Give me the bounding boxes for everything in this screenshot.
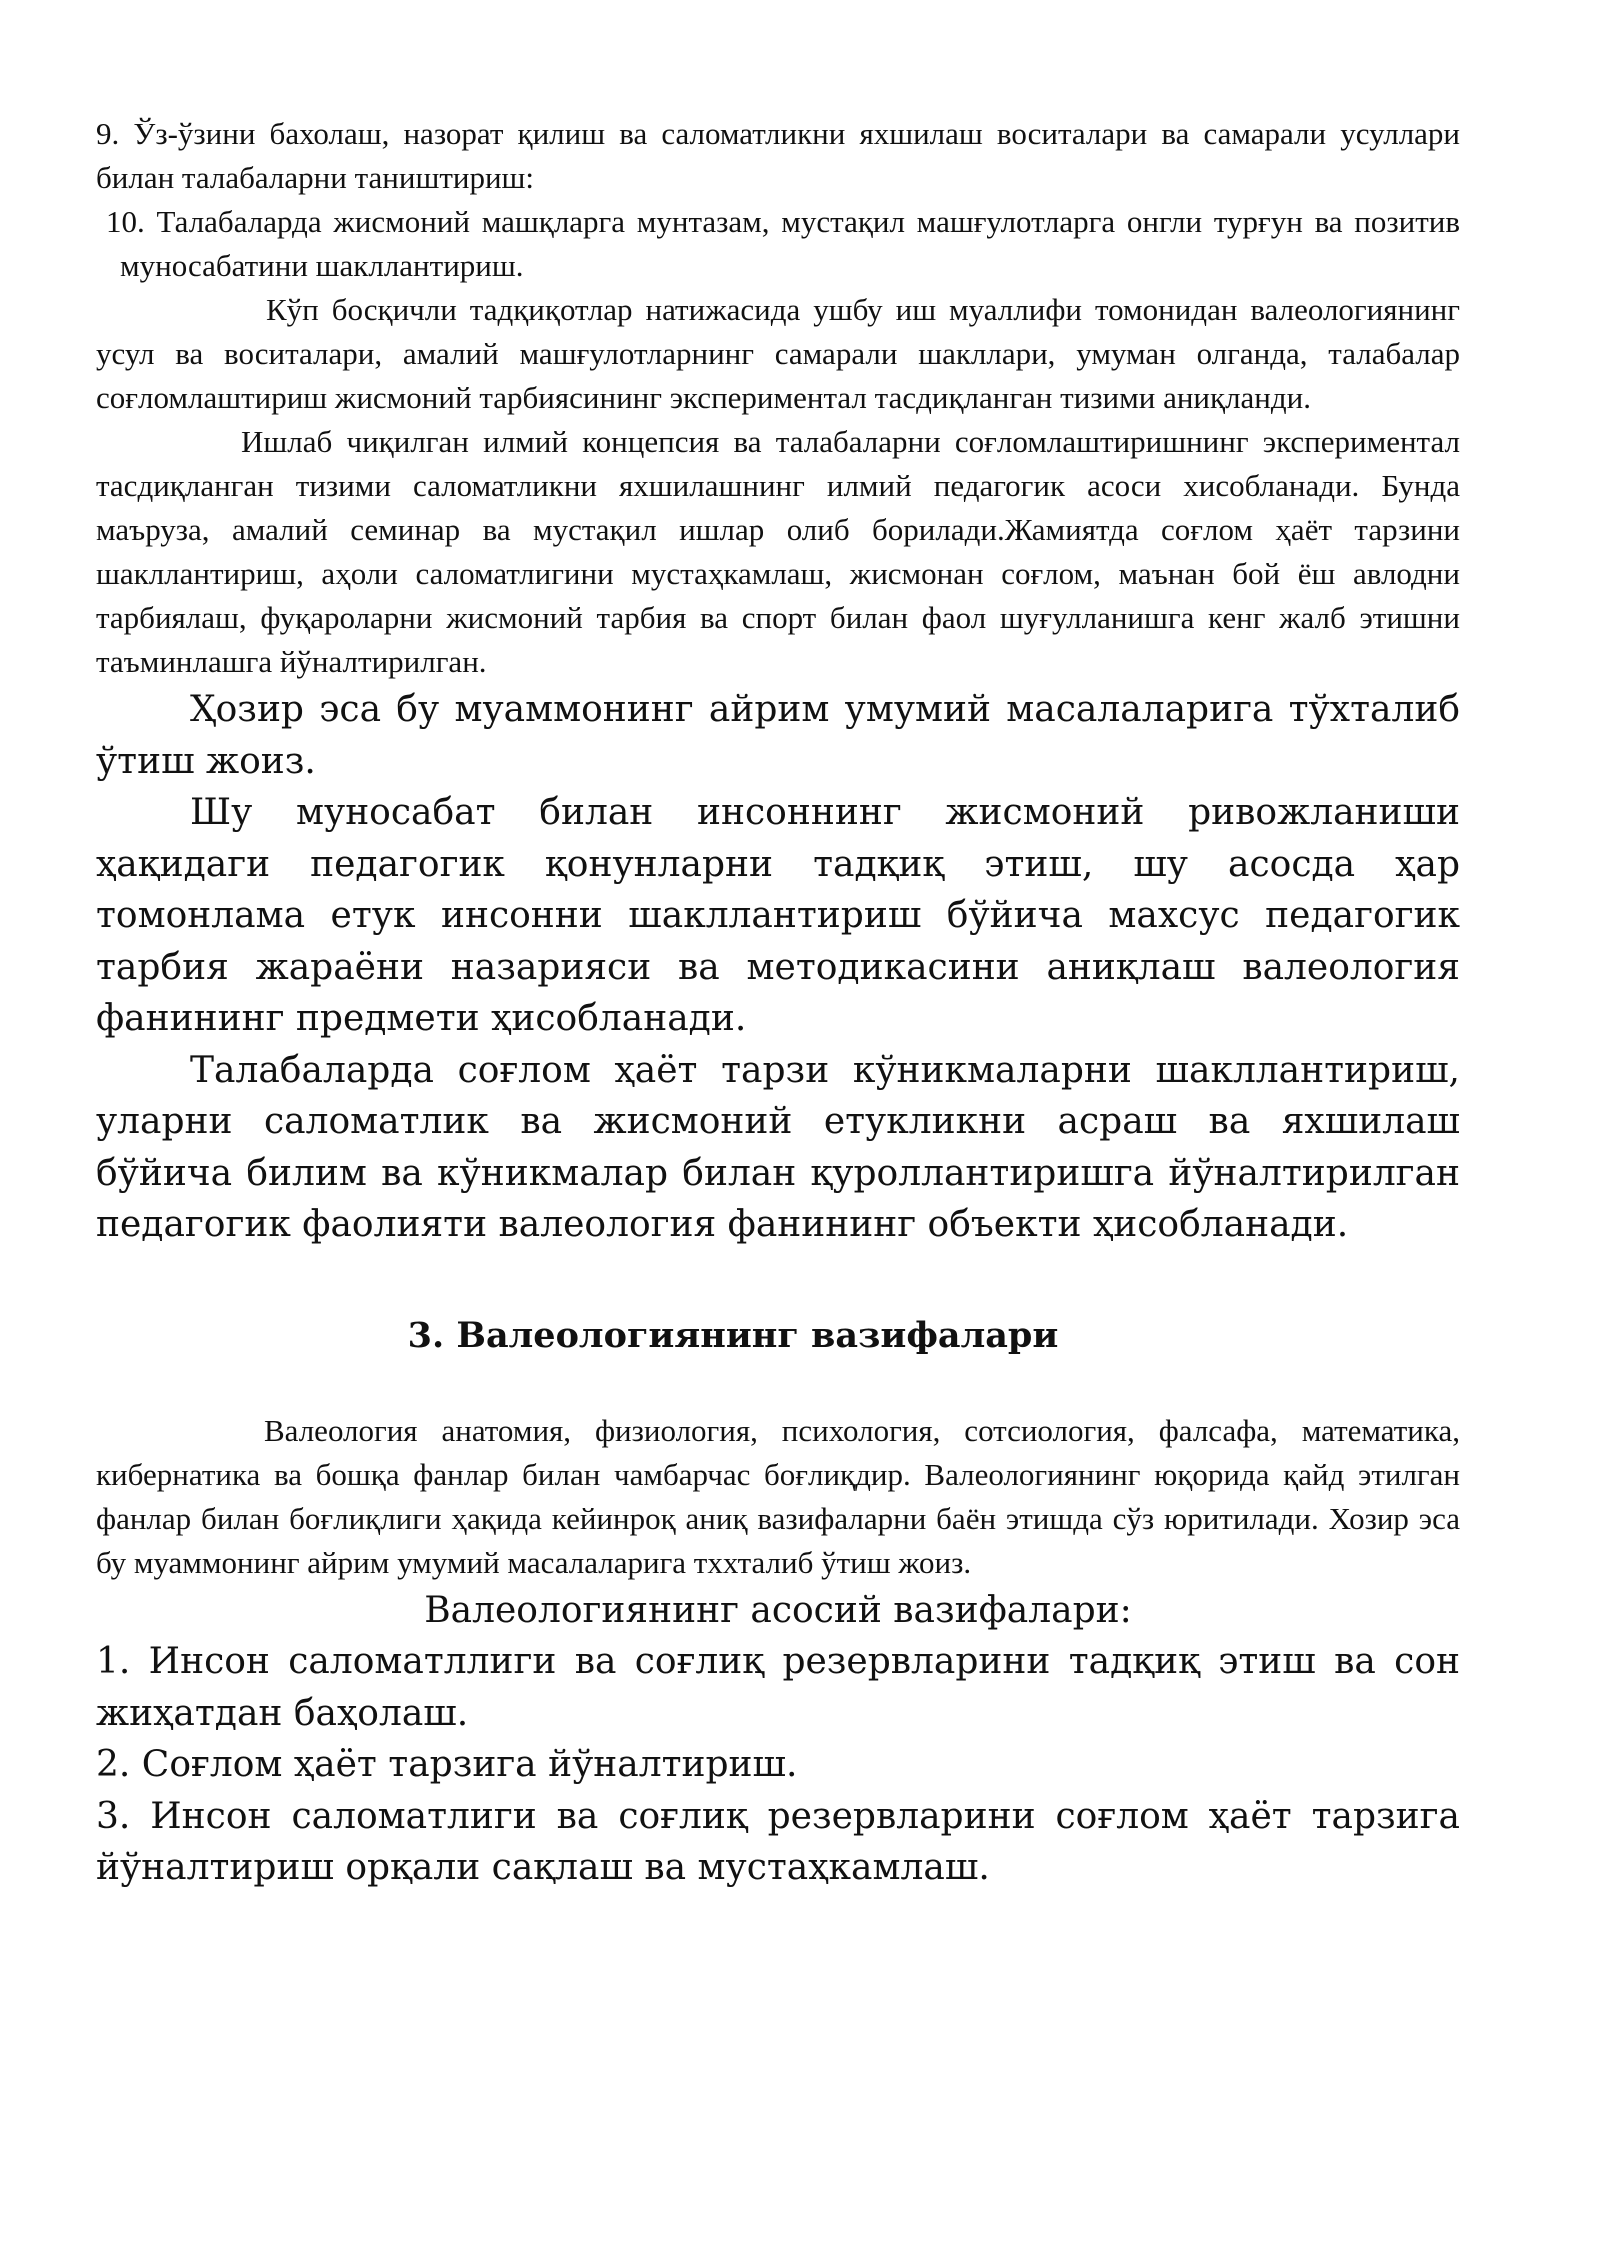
list-item-9-body: Ўз-ўзини бахолаш, назорат қилиш ва саломатликни яхшилаш воситалари ва самарали усуллари билан талабаларни таништириш:: [96, 116, 1461, 195]
task-item-3: 3. Инсон саломатлиги ва соғлиқ резервларини соғлом ҳаёт тарзига йўналтириш орқали сақлаш ва мустаҳкамлаш.: [96, 1795, 1460, 1888]
paragraph-3: Ҳозир эса бу муаммонинг айрим умумий масалаларига тўхталиб ўтиш жоиз.: [96, 689, 1460, 782]
section-heading: 3. Валеологиянинг вазифалари: [407, 1314, 1059, 1356]
task-item-2: 2. Соғлом ҳаёт тарзига йўналтириш.: [96, 1744, 798, 1785]
paragraph-5: Талабаларда соғлом ҳаёт тарзи кўникмаларни шакллантириш, уларни саломатлик ва жисмоний етукликни асраш ва яхшилаш бўйича билим ва кўникмалар билан қуроллантиришга йўналтирилган педагогик фаолияти валеология фанининг объекти ҳисобланади.: [96, 1049, 1460, 1245]
tasks-title: Валеологиянинг асосий вазифалари:: [424, 1589, 1132, 1631]
page-content: [96, 112, 1460, 1894]
list-item-9: [96, 112, 1460, 200]
list-item-10-text: [106, 200, 1460, 288]
list-item-10-number: 10.: [106, 204, 145, 239]
paragraph-4: Шу муносабат билан инсоннинг жисмоний ривожланиши ҳақидаги педагогик қонунларни тадқиқ этиш, шу асосда ҳар томонлама етук инсонни шакллантириш бўйича махсус педагогик тарбия жараёни назарияси ва методикасини аниқлаш валеология фанининг предмети ҳисобланади.: [96, 792, 1460, 1039]
task-item-1: 1. Инсон саломатллиги ва соғлиқ резервларини тадқиқ этиш ва сон жиҳатдан баҳолаш.: [96, 1641, 1460, 1734]
paragraph-2: Ишлаб чиқилган илмий концепсия ва талабаларни соғломлаштиришнинг экспериментал тасдиқланган тизими саломатликни яхшилашнинг илмий педагогик асоси хисобланади. Бунда маъруза, амалий семинар ва мустақил ишлар олиб борилади.Жамиятда соғлом ҳаёт тарзини шакллантириш, аҳоли саломатлигини мустаҳкамлаш, жисмонан соғлом, маънан бой ёш авлодни тарбиялаш, фуқароларни жисмоний тарбия ва спорт билан фаол шуғулланишга кенг жалб этишни таъминлашга йўналтирилган.: [96, 424, 1460, 679]
paragraph-6: Валеология анатомия, физиология, психология, сотсиология, фалсафа, математика, кибернатика ва бошқа фанлар билан чамбарчас боғлиқдир. Валеологиянинг юқорида қайд этилган фанлар билан боғлиқлиги ҳақида кейинроқ аниқ вазифаларни баён этишда сўз юритилади. Хозир эса бу муаммонинг айрим умумий масалаларига тххталиб ўтиш жоиз.: [96, 1412, 1460, 1580]
list-item-10-body: Талабаларда жисмоний машқларга мунтазам, мустақил машғулотларга онгли турғун ва позитив муносабатини шакллантириш.: [120, 204, 1460, 283]
list-item-10: [96, 200, 1460, 288]
list-item-9-text: [96, 112, 1460, 200]
paragraph-1: Кўп босқичли тадқиқотлар натижасида ушбу иш муаллифи томонидан валеологиянинг усул ва воситалари, амалий машғулотларнинг самарали шакллари, умуман олганда, талабалар соғломлаштириш жисмоний тарбиясининг экспериментал тасдиқланган тизими аниқланди.: [96, 292, 1460, 415]
list-item-9-number: 9.: [96, 116, 120, 151]
